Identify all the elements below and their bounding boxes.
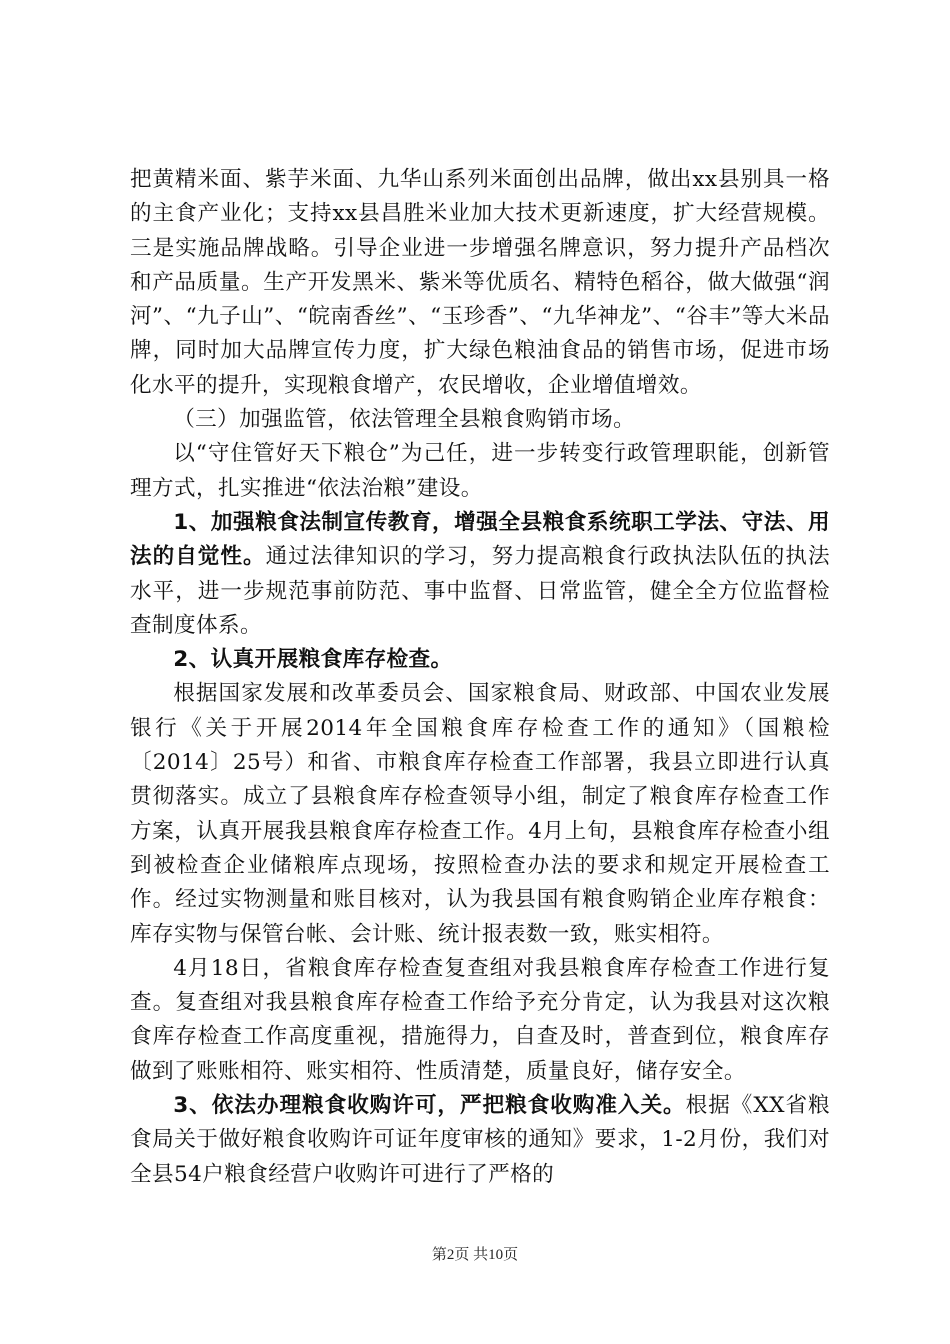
paragraph-purchase-license [130, 1089, 830, 1192]
section-heading-3: （三）加强监管，依法管理全县粮食购销市场。 [173, 407, 636, 433]
item-heading-3: 3、依法办理粮食收购许可，严把粮食收购准入关。 [173, 1093, 686, 1119]
paragraph-inventory-check: 根据国家发展和改革委员会、国家粮食局、财政部、中国农业发展银行《关于开展2014年全国粮食库存检查工作的通知》（国粮检〔2014〕25号）和省、市粮食库存检查工作部署，我县立即进行认真贯彻落实。成立了县粮食库存检查领导小组，制定了粮食库存检查工作方案，认真开展我县粮食库存检查工作。4月上旬，县粮食库存检查小组到被检查企业储粮库点现场，按照检查办法的要求和规定开展检查工作。经过实物测量和账目核对，认为我县国有粮食购销企业库存粮食：库存实物与保管台帐、会计账、统计报表数一致，账实相符。 [130, 681, 830, 947]
item-heading-2: 2、认真开展粮食库存检查。 [173, 647, 453, 673]
paragraph-brand-strategy: 把黄精米面、紫芋米面、九华山系列米面创出品牌，做出xx县别具一格的主食产业化；支持xx县昌胜米业加大技术更新速度，扩大经营规模。三是实施品牌战略。引导企业进一步增强名牌意识，努力提升产品档次和产品质量。生产开发黑米、紫米等优质名、精特色稻谷，做大做强“润河”、“九子山”、“皖南香丝”、“玉珍香”、“九华神龙”、“谷丰”等大米品牌，同时加大品牌宣传力度，扩大绿色粮油食品的销售市场，促进市场化水平的提升，实现粮食增产，农民增收，企业增值增效。 [130, 167, 830, 398]
paragraph-legal-education [130, 506, 830, 643]
paragraph-intro-supervision: 以“守住管好天下粮仓”为己任，进一步转变行政管理职能，创新管理方式，扎实推进“依法治粮”建设。 [130, 441, 830, 501]
paragraph-recheck: 4月18日，省粮食库存检查复查组对我县粮食库存检查工作进行复查。复查组对我县粮食库存检查工作给予充分肯定，认为我县对这次粮食库存检查工作高度重视，措施得力，自查及时，普查到位，粮食库存做到了账账相符、账实相符、性质清楚，质量良好，储存安全。 [130, 955, 830, 1084]
item-heading-1: 1、加强粮食法制宣传教育，增强全县粮食系统职工学法、守法、用法的自觉性。 [130, 509, 830, 570]
item-body-1: 通过法律知识的学习，努力提高粮食行政执法队伍的执法水平，进一步规范事前防范、事中监督、日常监管，健全全方位监督检查制度体系。 [130, 544, 830, 638]
item-heading-2-paragraph [130, 643, 830, 677]
page-number-footer: 第2页 共10页 [431, 1247, 519, 1263]
document-body [130, 163, 830, 1192]
item-body-3: 根据《XX省粮食局关于做好粮食收购许可证年度审核的通知》要求，1-2月份，我们对全县54户粮食经营户收购许可进行了严格的 [130, 1093, 830, 1187]
